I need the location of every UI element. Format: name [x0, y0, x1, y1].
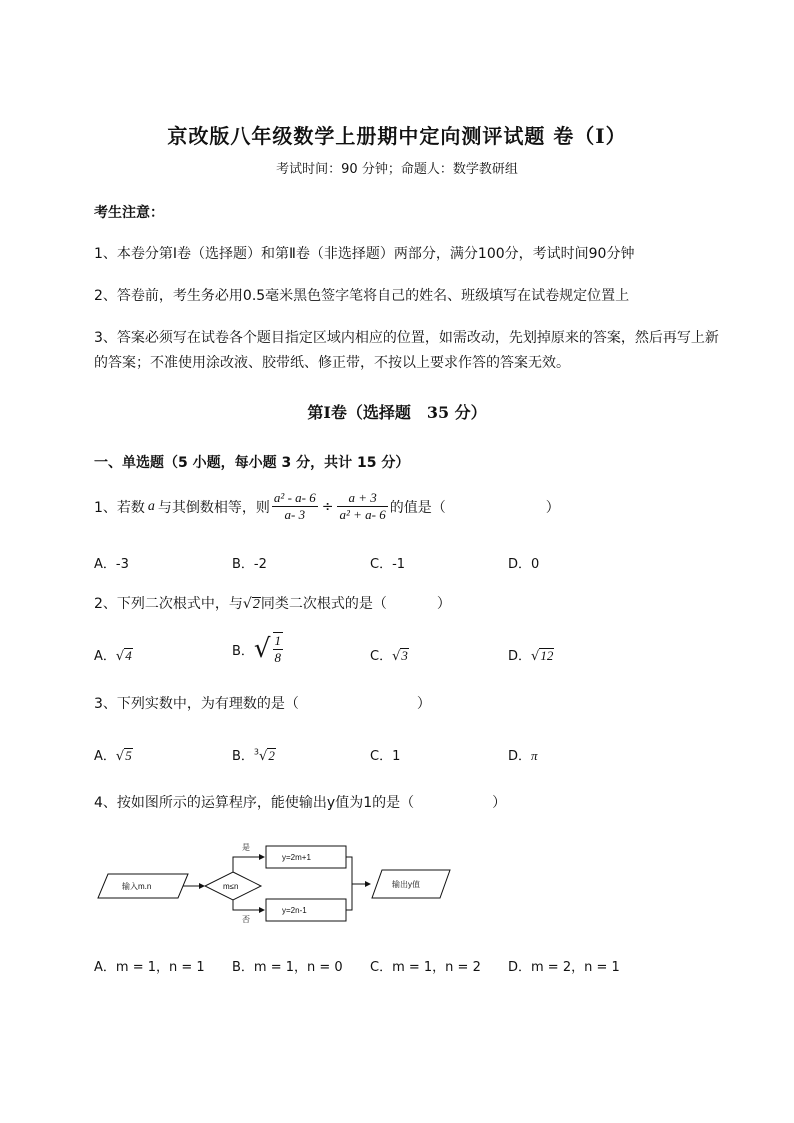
q1-operator: ÷	[321, 498, 334, 515]
q4-option-b: B．m = 1，n = 0	[232, 960, 343, 975]
question-1	[94, 490, 560, 523]
q1-close: ）	[545, 499, 560, 516]
flow-decision-label: m≤n	[223, 882, 239, 891]
q2-radicand: 2	[252, 597, 260, 612]
notice-item-2: 2、答卷前，考生务必用0.5毫米黑色签字笔将自己的姓名、班级填写在试卷规定位置上	[94, 288, 630, 304]
q1-fraction-1: $\frac{\text{a² - a- 6}}{a- 3}$	[273, 490, 316, 522]
q2-option-a: A．√4	[94, 648, 132, 664]
q1-option-c: C．-1	[370, 557, 406, 572]
notice-item-3-cont: 的答案；不准使用涂改液、胶带纸、修正带，不按以上要求作答的答案无效。	[94, 355, 570, 371]
flowchart	[96, 836, 456, 931]
notice-item-1: 1、本卷分第I卷（选择题）和第Ⅱ卷（非选择题）两部分，满分100分，考试时间90分钟	[94, 246, 635, 262]
page-title: 京改版八年级数学上册期中定向测评试题 卷（Ⅰ）	[167, 124, 627, 148]
question-2	[94, 593, 451, 613]
q2-prefix: 2、下列二次根式中，与	[94, 596, 243, 612]
q2-option-d: D．√12	[508, 648, 554, 664]
q3-option-d: D．π	[508, 748, 538, 764]
exam-info: 考试时间：90 分钟；命题人：数学教研组	[276, 162, 518, 177]
q2-option-b: B． √ $\frac{1}{8}$	[232, 633, 281, 665]
question-4: 4、按如图所示的运算程序，能使输出y值为1的是（ ）	[94, 795, 507, 811]
q3-option-c: C．1	[370, 749, 401, 764]
q1-prefix: 1、若数	[94, 499, 145, 516]
q1-option-b: B．-2	[232, 557, 267, 572]
q2-suffix: 同类二次根式的是（	[260, 596, 387, 612]
flow-yes-label: 是	[242, 843, 250, 852]
notice-heading: 考生注意：	[94, 205, 164, 221]
q3-option-a: A．√5	[94, 748, 132, 764]
q2-option-c: C．√3	[370, 648, 408, 664]
q4-option-a: A．m = 1，n = 1	[94, 960, 205, 975]
q1-fraction-2: $\frac{a + 3}{\text{a² + a- 6}}$	[339, 490, 386, 522]
q1-mid: 与其倒数相等，则	[157, 499, 270, 516]
q1-option-a: A．-3	[94, 557, 129, 572]
q1-var: a	[147, 498, 155, 514]
q1-suffix: 的值是（	[389, 499, 446, 516]
question-3: 3、下列实数中，为有理数的是（ ）	[94, 696, 431, 712]
flow-no-label: 否	[242, 915, 250, 924]
flow-input-label: 输入m.n	[122, 882, 152, 891]
q1-option-d: D．0	[508, 557, 540, 572]
q2-close: ）	[436, 596, 451, 612]
sqrt-symbol: √	[242, 596, 252, 612]
q3-option-b: B．$^3$√2	[232, 747, 275, 764]
q4-option-c: C．m = 1，n = 2	[370, 960, 481, 975]
flow-top-label: y=2m+1	[282, 853, 311, 862]
q4-option-d: D．m = 2，n = 1	[508, 960, 620, 975]
notice-item-3: 3、答案必须写在试卷各个题目指定区域内相应的位置，如需改动，先划掉原来的答案，然后再写上新	[94, 330, 719, 346]
flow-bottom-label: y=2n-1	[282, 906, 307, 915]
flow-output-label: 输出y值	[392, 880, 420, 889]
part-heading: 一、单选题（5 小题，每小题 3 分，共计 15 分）	[94, 455, 410, 471]
section-title: 第I卷（选择题 35 分）	[307, 403, 487, 422]
